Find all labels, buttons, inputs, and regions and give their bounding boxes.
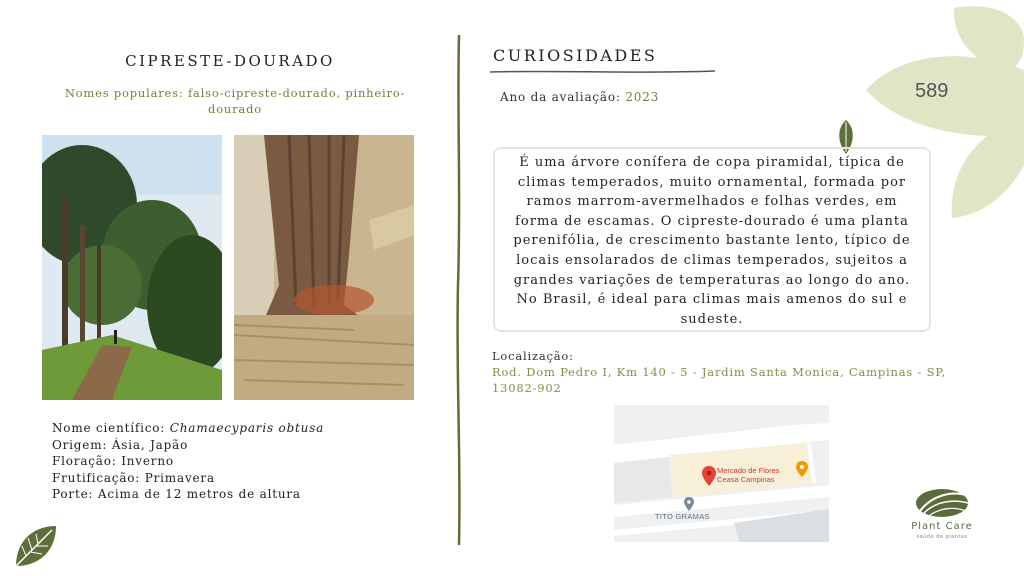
- map-pin-label: [717, 467, 780, 484]
- popular-names: Nomes populares: falso-cipreste-dourado, pinheiro-dourado: [64, 86, 406, 116]
- scientific-name-row: [52, 420, 432, 437]
- description-box: [493, 147, 931, 332]
- location-map[interactable]: [614, 405, 829, 542]
- brand-logo-icon: [902, 485, 982, 521]
- map-secondary-label: TITO GRAMAS: [655, 512, 710, 521]
- tree-photo-1: [42, 135, 222, 400]
- location-address: Rod. Dom Pedro I, Km 140 - 5 - Jardim Santa Monica, Campinas - SP, 13082-902: [492, 365, 947, 395]
- map-pin-label-line2: Ceasa Campinas: [717, 474, 775, 484]
- map-food-pin-icon[interactable]: [796, 461, 808, 477]
- year-label: Ano da avaliação:: [500, 90, 621, 104]
- title-underline: [490, 69, 715, 75]
- map-gray-pin-icon[interactable]: [684, 497, 694, 511]
- scientific-name-value: Chamaecyparis obtusa: [169, 421, 325, 435]
- curiosities-title: CURIOSIDADES: [493, 46, 658, 65]
- tree-photo-2: [234, 135, 414, 400]
- brand-tagline: saúde de plantas: [916, 534, 968, 540]
- plant-facts: [52, 420, 432, 503]
- location-label: Localização:: [492, 349, 574, 363]
- origin-row: Origem: Ásia, Japão: [52, 437, 189, 452]
- year-value: 2023: [625, 90, 660, 104]
- flowering-row: Floração: Inverno: [52, 454, 174, 468]
- brand-name: Plant Care: [911, 521, 973, 532]
- evaluation-year: [500, 90, 659, 104]
- column-divider: [455, 35, 463, 545]
- map-pin-icon[interactable]: [702, 466, 716, 486]
- description-text: É uma árvore conífera de copa piramidal, típica de climas temperados, muito ornamental, formada por ramos marrom-avermelhados e folhas verdes, em forma de escamas. O cipreste-dourado é uma planta perenifólia, de crescimento bastante lento, típico de locais ensolarados de climas temperados, sujeitos a grandes variações de temperaturas ao longo do ano. No Brasil, é ideal para climas mais amenos do sul e sudeste.: [513, 155, 911, 327]
- size-row: Porte: Acima de 12 metros de altura: [52, 487, 301, 501]
- map-pin-label-line1: Mercado de Flores: [717, 466, 780, 475]
- fruiting-row: Frutificação: Primavera: [52, 470, 215, 485]
- leaf-icon: [12, 522, 60, 570]
- scientific-name-label: Nome científico:: [52, 421, 166, 435]
- plant-number-badge: 589: [915, 80, 949, 102]
- plant-title: CIPRESTE-DOURADO: [125, 52, 335, 70]
